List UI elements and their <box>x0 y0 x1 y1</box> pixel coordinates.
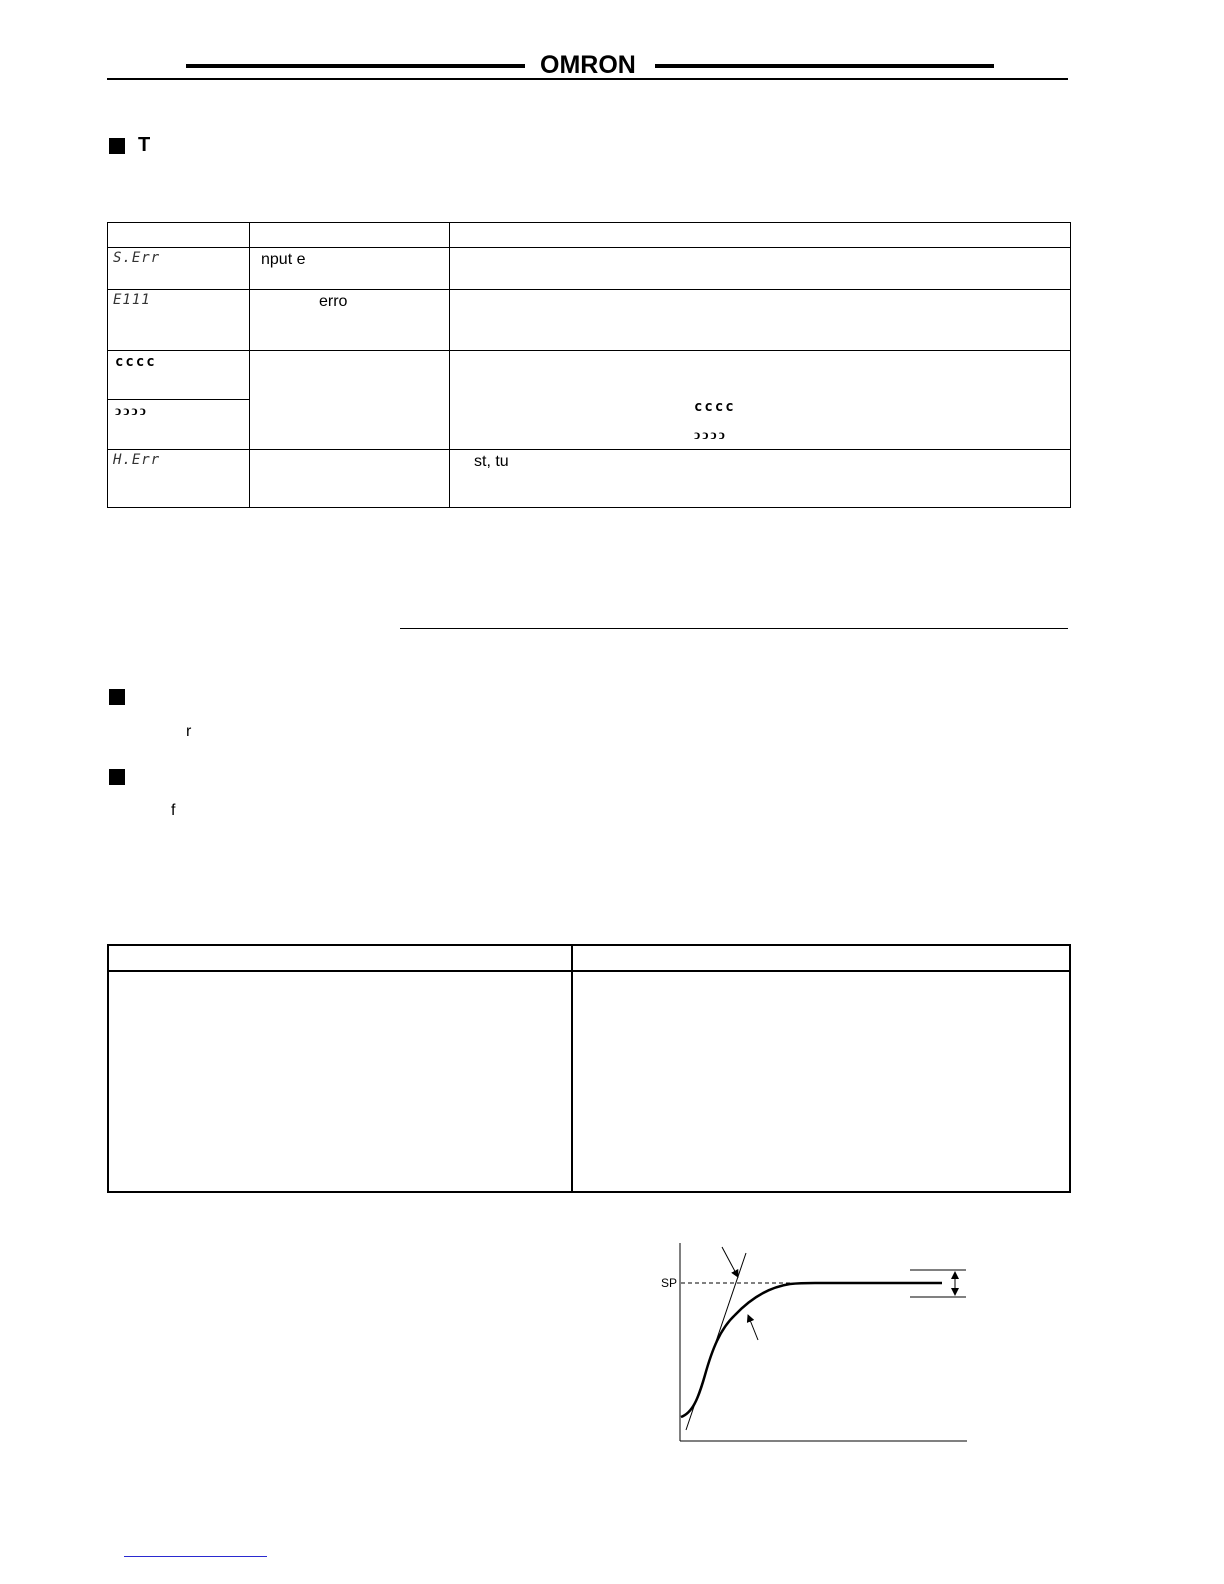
error-code-cell <box>108 290 250 351</box>
section-body-text: f <box>171 802 176 819</box>
error-name-cell <box>250 248 450 290</box>
error-table <box>107 222 1071 508</box>
tuning-table-header-cell <box>108 945 572 971</box>
error-code: H.Err <box>113 452 161 468</box>
error-table-header-cell <box>250 223 450 248</box>
section-bullet-icon <box>109 689 125 705</box>
error-name: nput e <box>261 251 306 268</box>
error-code: E111 <box>113 292 151 308</box>
header-bar-right <box>655 64 994 68</box>
tuning-table <box>107 944 1071 1193</box>
setpoint-label: SP <box>661 1276 678 1290</box>
section-heading: T <box>138 134 151 156</box>
error-code-cell <box>108 351 250 400</box>
omron-logo: OMRON <box>540 51 636 79</box>
error-name: erro <box>319 293 348 310</box>
error-name-cell <box>250 450 450 508</box>
section-bullet-icon <box>109 769 125 785</box>
error-table-header-cell <box>108 223 250 248</box>
error-detail: st, tu <box>474 453 509 470</box>
section-divider <box>400 628 1068 629</box>
tuning-table-header-cell <box>572 945 1070 971</box>
section-body-text: r <box>186 723 192 740</box>
error-name-cell <box>250 351 450 450</box>
error-code: ↄↄↄↄ <box>115 403 148 419</box>
error-code-cell <box>108 450 250 508</box>
response-curve <box>681 1283 942 1417</box>
section-bullet-icon <box>109 138 125 154</box>
error-code: S.Err <box>113 250 161 266</box>
annotation-arrow <box>722 1247 738 1277</box>
error-inline-symbol: cccc <box>694 399 736 415</box>
error-code-cell <box>108 248 250 290</box>
error-code-cell <box>108 400 250 450</box>
error-detail-cell <box>450 450 1071 508</box>
error-detail-cell <box>450 351 1071 450</box>
error-code: cccc <box>115 354 157 370</box>
error-detail-cell <box>450 248 1071 290</box>
tuning-table-cell <box>108 971 572 1192</box>
error-inline-symbol: ↄↄↄↄ <box>694 427 727 443</box>
annotation-arrow <box>748 1315 758 1340</box>
error-name-cell <box>250 290 450 351</box>
tuning-table-cell <box>572 971 1070 1192</box>
error-table-header-cell <box>450 223 1071 248</box>
step-response-graph <box>640 1235 980 1450</box>
error-detail-cell <box>450 290 1071 351</box>
header-bar-left <box>186 64 525 68</box>
footer-link-underline[interactable] <box>124 1556 267 1557</box>
